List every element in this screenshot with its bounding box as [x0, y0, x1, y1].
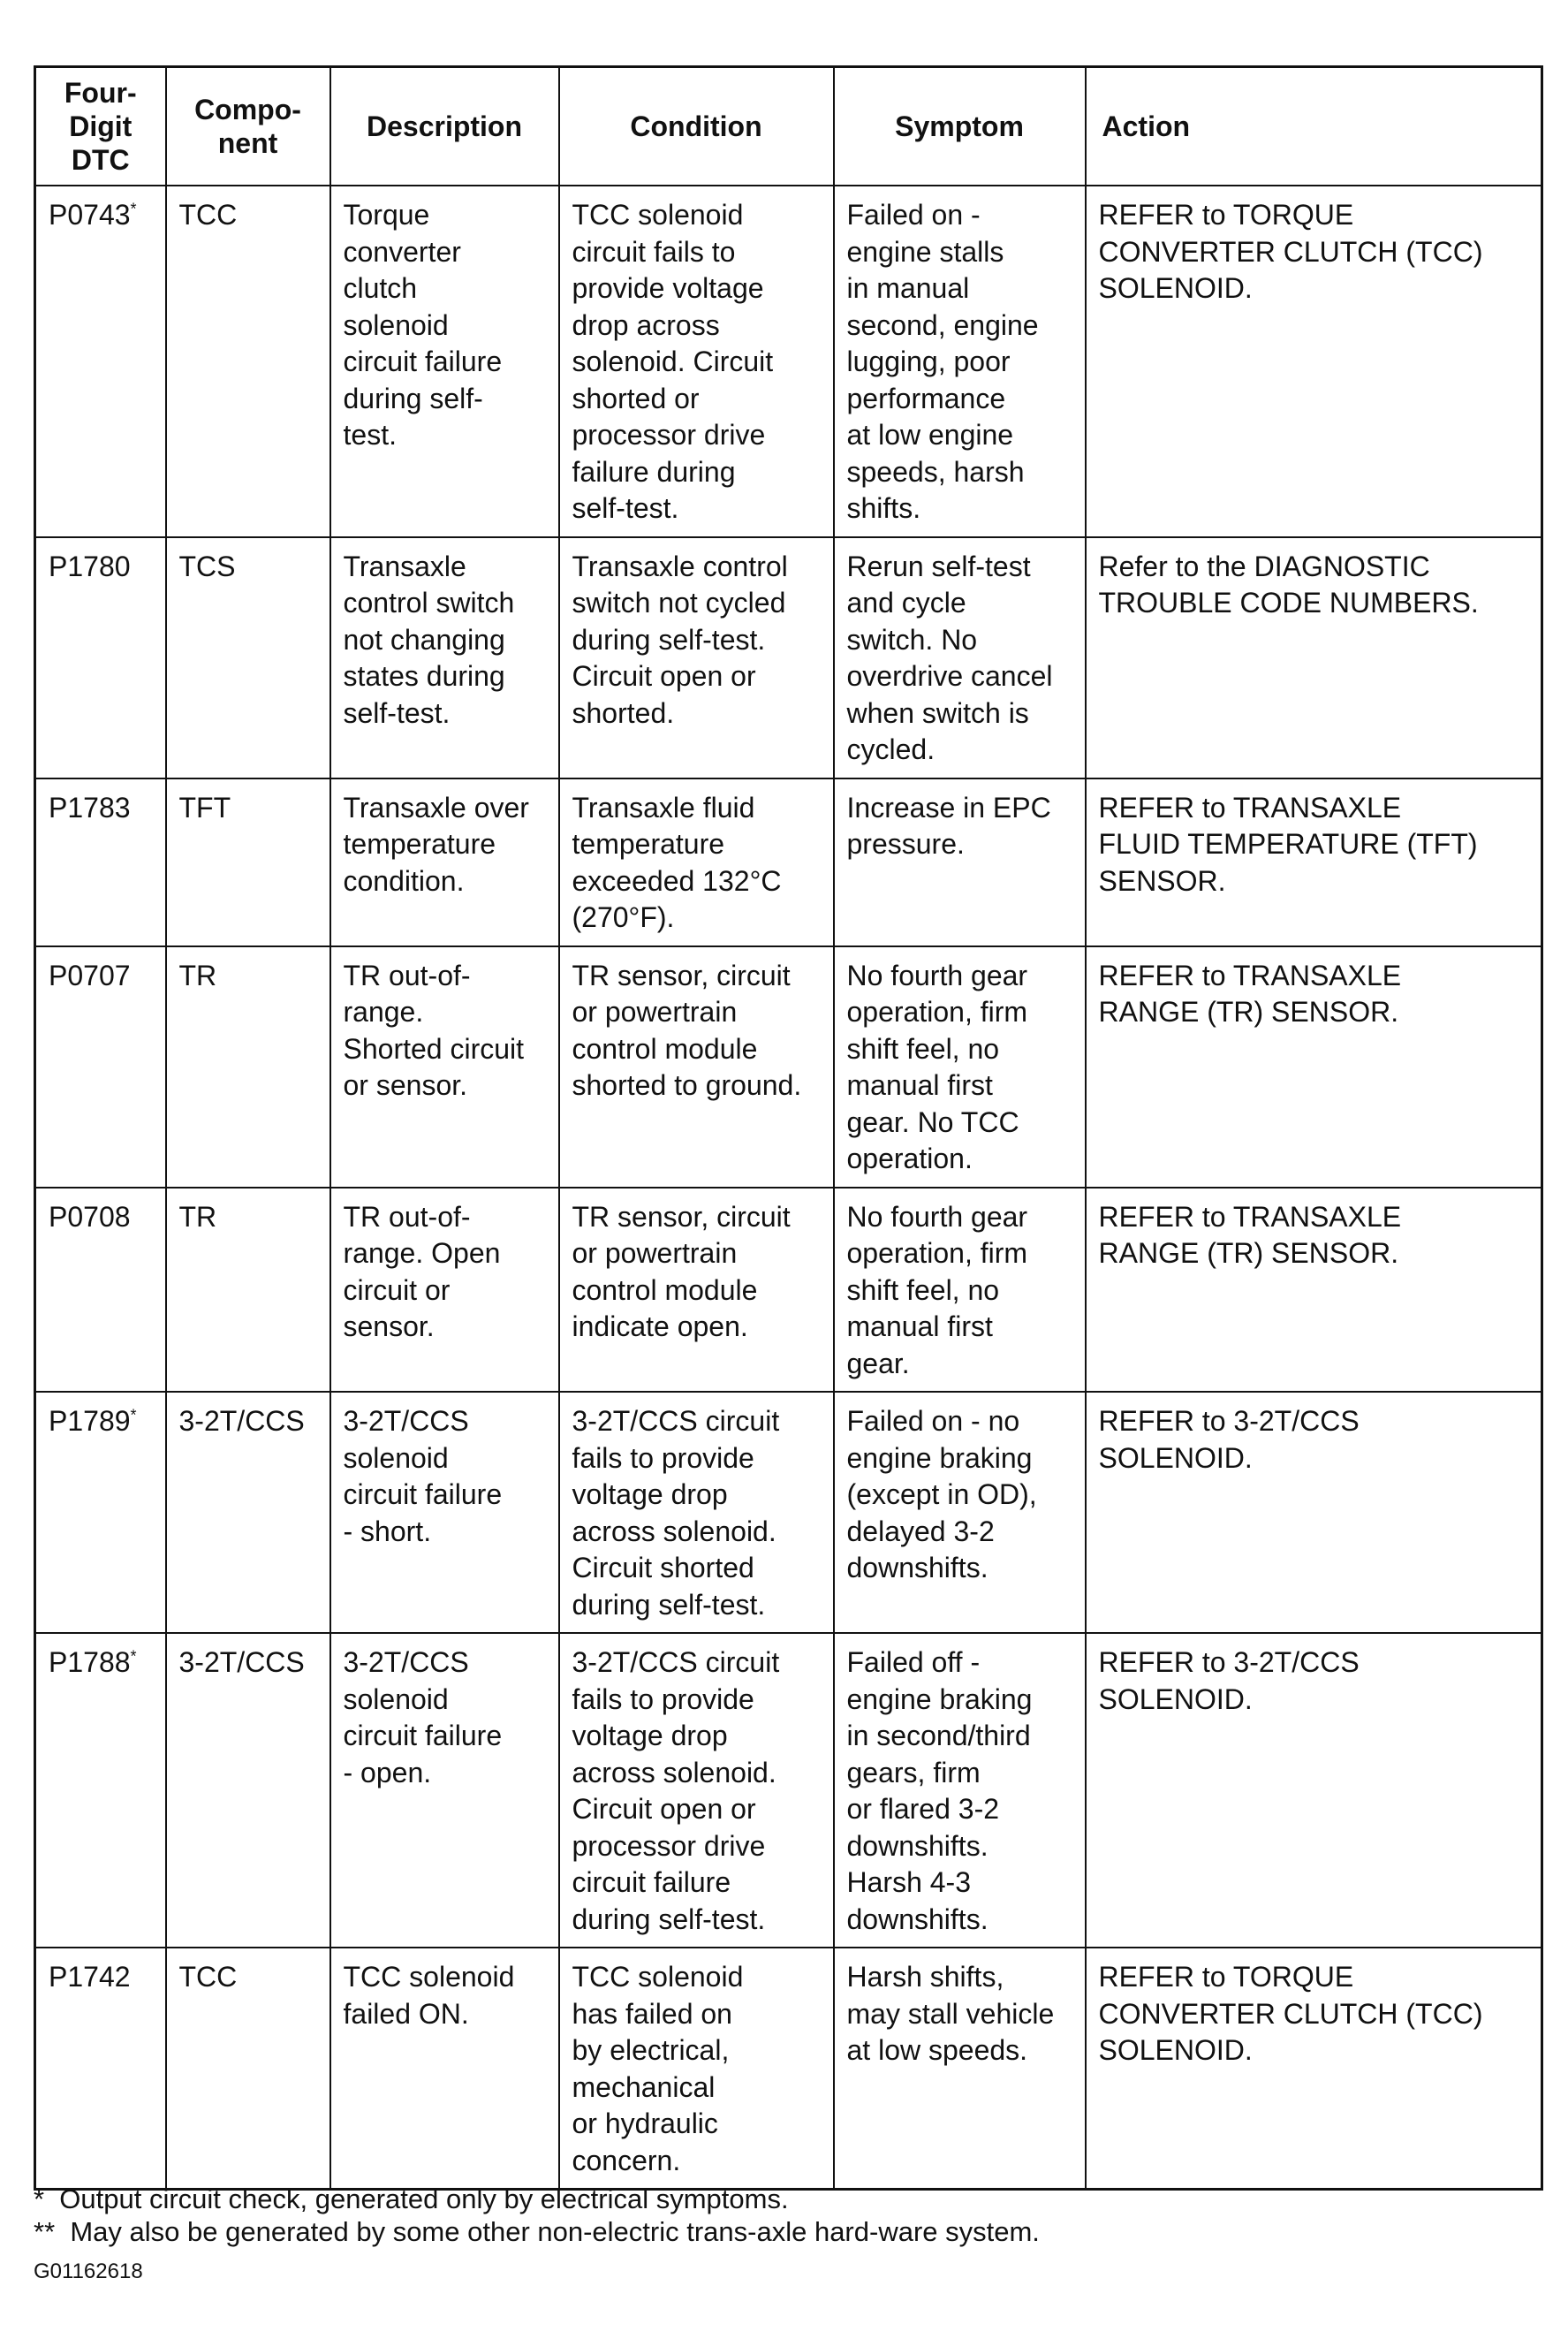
- dtc-code-cell: [35, 1392, 166, 1633]
- symptom-cell: Failed on - engine stalls in manual second, engine lugging, poor performance at low engine speeds, harsh shifts.: [834, 186, 1086, 537]
- component-cell: TCC: [166, 186, 330, 537]
- condition-cell: 3-2T/CCS circuit fails to provide voltage drop across solenoid. Circuit shorted during self-test.: [559, 1392, 834, 1633]
- condition-cell: 3-2T/CCS circuit fails to provide voltage drop across solenoid. Circuit open or processor drive circuit failure during self-test.: [559, 1633, 834, 1948]
- table-header-row: [35, 67, 1542, 186]
- dtc-code: P1783: [49, 791, 131, 824]
- dtc-code-cell: [35, 1188, 166, 1393]
- description-cell: 3-2T/CCS solenoid circuit failure - open.: [330, 1633, 559, 1948]
- symptom-cell: Harsh shifts, may stall vehicle at low speeds.: [834, 1948, 1086, 2190]
- figure-id: G01162618: [34, 2259, 143, 2283]
- dtc-code: P0708: [49, 1200, 131, 1233]
- symptom-cell: Increase in EPC pressure.: [834, 778, 1086, 946]
- action-cell: REFER to TORQUE CONVERTER CLUTCH (TCC) SOLENOID.: [1086, 1948, 1542, 2190]
- symptom-cell: Failed off - engine braking in second/third gears, firm or flared 3-2 downshifts. Harsh 4-3 downshifts.: [834, 1633, 1086, 1948]
- table-row: [35, 1188, 1542, 1393]
- action-cell: REFER to TRANSAXLE FLUID TEMPERATURE (TFT) SENSOR.: [1086, 778, 1542, 946]
- component-cell: 3-2T/CCS: [166, 1392, 330, 1633]
- condition-cell: Transaxle fluid temperature exceeded 132°C (270°F).: [559, 778, 834, 946]
- action-cell: REFER to TRANSAXLE RANGE (TR) SENSOR.: [1086, 946, 1542, 1188]
- dtc-code-cell: [35, 186, 166, 537]
- dtc-code-cell: [35, 946, 166, 1188]
- action-cell: REFER to TRANSAXLE RANGE (TR) SENSOR.: [1086, 1188, 1542, 1393]
- header-component: Compo- nent: [166, 67, 330, 186]
- description-cell: TR out-of- range. Open circuit or sensor.: [330, 1188, 559, 1393]
- dtc-code: P0743: [49, 199, 131, 231]
- dtc-footnote-mark: *: [130, 1647, 137, 1666]
- component-cell: TCC: [166, 1948, 330, 2190]
- header-condition: Condition: [559, 67, 834, 186]
- action-cell: Refer to the DIAGNOSTIC TROUBLE CODE NUMBERS.: [1086, 537, 1542, 778]
- action-cell: REFER to 3-2T/CCS SOLENOID.: [1086, 1633, 1542, 1948]
- table-row: [35, 537, 1542, 778]
- dtc-code-cell: [35, 1633, 166, 1948]
- table-row: [35, 1633, 1542, 1948]
- table-row: [35, 1948, 1542, 2190]
- dtc-code: P1789: [49, 1405, 131, 1437]
- dtc-footnote-mark: *: [130, 1406, 137, 1424]
- component-cell: 3-2T/CCS: [166, 1633, 330, 1948]
- table-row: [35, 1392, 1542, 1633]
- component-cell: TFT: [166, 778, 330, 946]
- symptom-cell: No fourth gear operation, firm shift feel, no manual first gear. No TCC operation.: [834, 946, 1086, 1188]
- dtc-code-cell: [35, 1948, 166, 2190]
- description-cell: Transaxle over temperature condition.: [330, 778, 559, 946]
- description-cell: Transaxle control switch not changing states during self-test.: [330, 537, 559, 778]
- dtc-table-container: [34, 65, 1541, 2191]
- header-symptom: Symptom: [834, 67, 1086, 186]
- condition-cell: TR sensor, circuit or powertrain control module indicate open.: [559, 1188, 834, 1393]
- dtc-footnote-mark: *: [130, 200, 137, 218]
- description-cell: TCC solenoid failed ON.: [330, 1948, 559, 2190]
- table-row: [35, 946, 1542, 1188]
- symptom-cell: Failed on - no engine braking (except in OD), delayed 3-2 downshifts.: [834, 1392, 1086, 1633]
- condition-cell: TCC solenoid has failed on by electrical, mechanical or hydraulic concern.: [559, 1948, 834, 2190]
- description-cell: TR out-of- range. Shorted circuit or sensor.: [330, 946, 559, 1188]
- description-cell: Torque converter clutch solenoid circuit failure during self- test.: [330, 186, 559, 537]
- dtc-code: P1788: [49, 1646, 131, 1678]
- header-action: Action: [1086, 67, 1542, 186]
- component-cell: TR: [166, 1188, 330, 1393]
- footnote-double-asterisk: ** May also be generated by some other non-electric trans-axle hard-ware system.: [34, 2216, 1040, 2247]
- dtc-table: [34, 65, 1543, 2191]
- header-dtc: Four- Digit DTC: [35, 67, 166, 186]
- dtc-code: P1742: [49, 1961, 131, 1993]
- symptom-cell: Rerun self-test and cycle switch. No overdrive cancel when switch is cycled.: [834, 537, 1086, 778]
- component-cell: TR: [166, 946, 330, 1188]
- dtc-code: P0707: [49, 959, 131, 991]
- condition-cell: TR sensor, circuit or powertrain control module shorted to ground.: [559, 946, 834, 1188]
- header-description: Description: [330, 67, 559, 186]
- symptom-cell: No fourth gear operation, firm shift feel, no manual first gear.: [834, 1188, 1086, 1393]
- action-cell: REFER to TORQUE CONVERTER CLUTCH (TCC) SOLENOID.: [1086, 186, 1542, 537]
- condition-cell: Transaxle control switch not cycled during self-test. Circuit open or shorted.: [559, 537, 834, 778]
- table-row: [35, 778, 1542, 946]
- footnote-single-asterisk: * Output circuit check, generated only by electrical symptoms.: [34, 2183, 789, 2214]
- component-cell: TCS: [166, 537, 330, 778]
- action-cell: REFER to 3-2T/CCS SOLENOID.: [1086, 1392, 1542, 1633]
- description-cell: 3-2T/CCS solenoid circuit failure - short.: [330, 1392, 559, 1633]
- dtc-code-cell: [35, 778, 166, 946]
- dtc-code: P1780: [49, 550, 131, 582]
- dtc-code-cell: [35, 537, 166, 778]
- condition-cell: TCC solenoid circuit fails to provide voltage drop across solenoid. Circuit shorted or processor drive failure during self-test.: [559, 186, 834, 537]
- table-row: [35, 186, 1542, 537]
- footnotes: [34, 2183, 1040, 2248]
